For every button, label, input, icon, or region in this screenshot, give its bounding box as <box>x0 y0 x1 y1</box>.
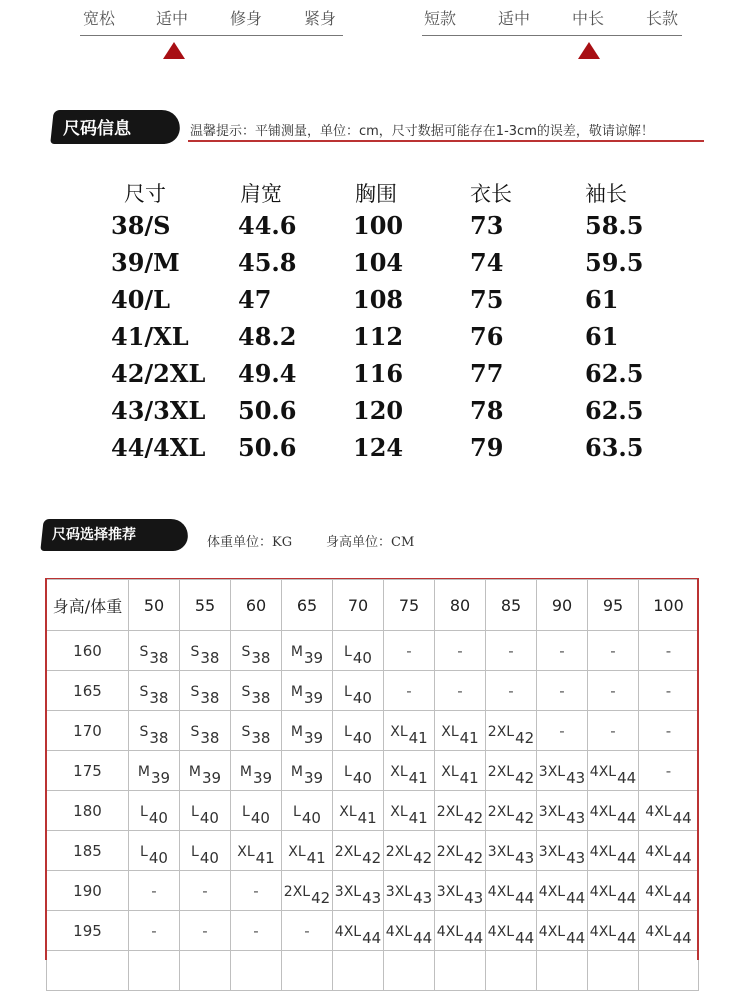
size-recommendation-cell <box>537 911 588 951</box>
fit-option-loose: 宽松 <box>83 9 116 28</box>
size-label: M39 <box>137 763 171 787</box>
height-label <box>47 951 129 991</box>
size-recommendation-cell <box>180 751 231 791</box>
size-recommendation-cell <box>129 631 180 671</box>
no-size-dash: - <box>151 881 157 900</box>
size-recommendation-cell <box>486 871 537 911</box>
size-recommendation-cell <box>537 951 588 991</box>
size-cell-shoulder: 45.8 <box>238 248 297 277</box>
size-label: XL41 <box>390 723 428 747</box>
no-size-dash: - <box>508 681 514 700</box>
size-label: 3XL43 <box>538 843 586 867</box>
table-row <box>47 951 699 991</box>
size-recommendation-cell <box>639 711 699 751</box>
size-label: 4XL44 <box>645 923 692 947</box>
col-header-shoulder: 肩宽 <box>240 182 282 206</box>
col-header-size: 尺寸 <box>124 182 166 206</box>
no-size-dash: - <box>253 881 259 900</box>
size-label: 4XL44 <box>589 883 637 907</box>
size-recommendation-cell <box>180 671 231 711</box>
size-recommendation-cell <box>384 911 435 951</box>
size-recommendation-cell <box>129 871 180 911</box>
size-recommendation-cell <box>333 791 384 831</box>
size-recommendation-cell <box>231 631 282 671</box>
weight-header: 55 <box>180 580 231 631</box>
size-recommendation-cell <box>588 671 639 711</box>
size-cell-size: 44/4XL <box>111 433 206 462</box>
size-recommendation-cell <box>282 671 333 711</box>
fit-option-tight: 紧身 <box>304 9 337 28</box>
size-label: 3XL43 <box>385 883 433 907</box>
height-label: 185 <box>47 831 129 871</box>
size-recommendation-cell <box>537 831 588 871</box>
size-cell-length: 73 <box>470 211 504 240</box>
size-cell-length: 79 <box>470 433 504 462</box>
size-recommendation-cell <box>231 871 282 911</box>
size-recommendation-cell <box>333 671 384 711</box>
weight-header: 80 <box>435 580 486 631</box>
size-recommendation-cell <box>333 711 384 751</box>
size-cell-length: 76 <box>470 322 504 351</box>
size-recommendation-cell <box>486 951 537 991</box>
size-cell-sleeve: 61 <box>585 322 619 351</box>
size-label: S38 <box>190 643 220 667</box>
size-cell-size: 41/XL <box>111 322 189 351</box>
size-cell-chest: 104 <box>353 248 404 277</box>
no-size-dash: - <box>508 641 514 660</box>
size-label: S38 <box>139 723 169 747</box>
table-row <box>47 631 699 671</box>
size-recommendation-cell <box>435 631 486 671</box>
size-cell-size: 40/L <box>111 285 171 314</box>
length-option-mid: 中长 <box>572 9 605 28</box>
size-recommendation-cell <box>639 911 699 951</box>
size-cell-length: 77 <box>470 359 504 388</box>
size-label: S38 <box>190 683 220 707</box>
size-label: 4XL44 <box>487 923 535 947</box>
size-label: 3XL43 <box>538 763 586 787</box>
size-label: 4XL44 <box>385 923 433 947</box>
fit-option-regular: 适中 <box>156 9 189 28</box>
size-recommendation-cell <box>435 911 486 951</box>
size-recommendation-cell <box>231 831 282 871</box>
corner-label: 身高/体重 <box>47 580 129 631</box>
size-recommendation-cell <box>435 791 486 831</box>
height-label: 195 <box>47 911 129 951</box>
size-recommendation-cell <box>537 791 588 831</box>
no-size-dash: - <box>610 681 616 700</box>
no-size-dash: - <box>406 681 412 700</box>
size-recommendation-cell <box>231 791 282 831</box>
size-recommendation-cell <box>486 751 537 791</box>
size-recommendation-cell <box>537 671 588 711</box>
size-recommendation-cell <box>639 831 699 871</box>
size-recommendation-cell <box>588 951 639 991</box>
no-size-dash: - <box>559 641 565 660</box>
height-label: 170 <box>47 711 129 751</box>
size-recommendation-cell <box>384 791 435 831</box>
size-recommendation-cell <box>588 751 639 791</box>
size-label: 4XL44 <box>589 803 637 827</box>
size-recommendation-cell <box>639 751 699 791</box>
size-recommendation-cell <box>129 711 180 751</box>
size-cell-size: 39/M <box>111 248 180 277</box>
size-recommendation-cell <box>333 911 384 951</box>
weight-header: 70 <box>333 580 384 631</box>
size-label: S38 <box>190 723 220 747</box>
table-row <box>47 911 699 951</box>
size-label: S38 <box>139 683 169 707</box>
size-recommendation-cell <box>282 951 333 991</box>
size-recommendation-cell <box>282 831 333 871</box>
size-recommendation-cell <box>180 831 231 871</box>
size-recommendation-cell <box>129 831 180 871</box>
size-recommendation-cell <box>537 751 588 791</box>
recommend-heading: 尺码选择推荐 <box>52 527 136 543</box>
size-recommendation-cell <box>180 631 231 671</box>
size-recommendation-cell <box>333 631 384 671</box>
weight-header: 65 <box>282 580 333 631</box>
size-recommendation-cell <box>384 831 435 871</box>
size-label: 4XL44 <box>589 843 637 867</box>
size-label: 4XL44 <box>645 803 692 827</box>
size-label: S38 <box>241 723 271 747</box>
size-label: M39 <box>188 763 222 787</box>
size-notice: 温馨提示：平铺测量，单位：cm，尺寸数据可能存在1-3cm的误差，敬请谅解！ <box>190 124 654 139</box>
size-cell-shoulder: 47 <box>238 285 272 314</box>
col-header-length: 衣长 <box>470 182 512 206</box>
weight-header: 60 <box>231 580 282 631</box>
table-row <box>47 871 699 911</box>
size-recommendation-cell <box>282 631 333 671</box>
size-recommendation-cell <box>588 791 639 831</box>
col-header-chest: 胸围 <box>355 182 397 206</box>
size-label: M39 <box>290 643 324 667</box>
size-recommendation-cell <box>231 711 282 751</box>
size-recommendation-cell <box>486 791 537 831</box>
size-label: S38 <box>139 643 169 667</box>
size-cell-sleeve: 58.5 <box>585 211 644 240</box>
table-row <box>47 711 699 751</box>
size-label: S38 <box>241 643 271 667</box>
size-cell-sleeve: 62.5 <box>585 359 644 388</box>
no-size-dash: - <box>406 641 412 660</box>
size-cell-chest: 108 <box>353 285 404 314</box>
size-cell-size: 43/3XL <box>111 396 206 425</box>
size-label: S38 <box>241 683 271 707</box>
no-size-dash: - <box>202 881 208 900</box>
size-cell-size: 38/S <box>111 211 171 240</box>
size-recommendation-cell <box>588 911 639 951</box>
size-label: L40 <box>344 643 372 667</box>
size-label: L40 <box>191 843 219 867</box>
size-recommendation-table <box>46 579 699 991</box>
size-label: XL41 <box>390 763 428 787</box>
height-label: 190 <box>47 871 129 911</box>
no-size-dash: - <box>665 641 672 660</box>
size-recommendation-cell <box>588 711 639 751</box>
size-recommendation-cell <box>129 791 180 831</box>
table-row <box>47 791 699 831</box>
size-label: XL41 <box>237 843 275 867</box>
size-recommendation-cell <box>435 711 486 751</box>
size-recommendation-cell <box>231 751 282 791</box>
size-recommendation-cell <box>129 671 180 711</box>
size-cell-size: 42/2XL <box>111 359 206 388</box>
height-unit-label: 身高单位：CM <box>326 535 415 550</box>
size-recommendation-cell <box>180 711 231 751</box>
size-cell-chest: 124 <box>353 433 404 462</box>
size-recommendation-cell <box>486 711 537 751</box>
size-cell-length: 75 <box>470 285 504 314</box>
size-recommendation-cell <box>537 871 588 911</box>
size-recommendation-cell <box>639 671 699 711</box>
size-recommendation-cell <box>639 631 699 671</box>
length-scale-line <box>422 35 682 36</box>
weight-header-row <box>47 580 699 631</box>
size-recommendation-cell <box>180 871 231 911</box>
size-recommendation-cell <box>486 631 537 671</box>
no-size-dash: - <box>559 681 565 700</box>
size-label: 3XL43 <box>538 803 586 827</box>
size-recommendation-cell <box>486 831 537 871</box>
size-label: M39 <box>290 683 324 707</box>
size-recommendation-cell <box>333 831 384 871</box>
no-size-dash: - <box>665 721 672 740</box>
size-recommendation-cell <box>333 751 384 791</box>
size-label: L40 <box>140 843 168 867</box>
size-recommendation-cell <box>435 951 486 991</box>
col-header-sleeve: 袖长 <box>585 182 627 206</box>
length-selected-marker-icon <box>578 42 600 59</box>
size-label: 2XL42 <box>436 803 484 827</box>
size-cell-chest: 116 <box>353 359 404 388</box>
table-row <box>47 671 699 711</box>
fit-option-slim: 修身 <box>230 9 263 28</box>
weight-header: 95 <box>588 580 639 631</box>
size-label: 2XL42 <box>487 723 535 747</box>
size-recommendation-cell <box>384 751 435 791</box>
no-size-dash: - <box>304 921 310 940</box>
weight-header: 90 <box>537 580 588 631</box>
fit-selector <box>80 0 345 40</box>
size-info-heading: 尺码信息 <box>63 119 131 139</box>
weight-header: 85 <box>486 580 537 631</box>
size-label: L40 <box>293 803 321 827</box>
height-label: 160 <box>47 631 129 671</box>
height-label: 180 <box>47 791 129 831</box>
size-label: 2XL42 <box>385 843 433 867</box>
size-recommendation-cell <box>435 751 486 791</box>
size-label: XL41 <box>339 803 377 827</box>
size-recommendation-cell <box>588 871 639 911</box>
size-recommendation-cell <box>384 671 435 711</box>
size-recommendation-cell <box>435 831 486 871</box>
size-cell-shoulder: 50.6 <box>238 433 297 462</box>
size-cell-length: 78 <box>470 396 504 425</box>
size-recommendation-cell <box>486 671 537 711</box>
no-size-dash: - <box>457 681 463 700</box>
size-recommendation-cell <box>231 671 282 711</box>
no-size-dash: - <box>610 641 616 660</box>
size-recommendation-cell <box>588 631 639 671</box>
size-recommendation-cell <box>282 791 333 831</box>
size-label: 4XL44 <box>487 883 535 907</box>
size-recommendation-cell <box>231 951 282 991</box>
size-label: 3XL43 <box>334 883 382 907</box>
size-recommendation-cell <box>537 711 588 751</box>
size-label: 2XL42 <box>334 843 382 867</box>
size-recommendation-cell <box>282 871 333 911</box>
size-label: 3XL43 <box>487 843 535 867</box>
size-recommendation-cell <box>129 751 180 791</box>
no-size-dash: - <box>253 921 259 940</box>
size-recommendation-cell <box>231 911 282 951</box>
size-cell-chest: 100 <box>353 211 404 240</box>
size-label: 4XL44 <box>436 923 484 947</box>
size-label: L40 <box>344 723 372 747</box>
size-recommendation-cell <box>384 871 435 911</box>
size-label: 4XL44 <box>645 843 692 867</box>
size-label: 4XL44 <box>334 923 382 947</box>
no-size-dash: - <box>665 761 672 780</box>
size-label: XL41 <box>288 843 326 867</box>
size-label: 4XL44 <box>645 883 692 907</box>
size-label: 4XL44 <box>538 883 586 907</box>
size-recommendation-cell <box>282 711 333 751</box>
size-cell-sleeve: 59.5 <box>585 248 644 277</box>
fit-selected-marker-icon <box>163 42 185 59</box>
size-cell-shoulder: 50.6 <box>238 396 297 425</box>
size-label: XL41 <box>441 723 479 747</box>
length-option-regular: 适中 <box>498 9 531 28</box>
table-row <box>47 751 699 791</box>
size-label: M39 <box>290 763 324 787</box>
no-size-dash: - <box>202 921 208 940</box>
size-cell-shoulder: 48.2 <box>238 322 297 351</box>
size-recommendation-cell <box>384 951 435 991</box>
size-label: 4XL44 <box>589 923 637 947</box>
size-recommendation-cell <box>180 911 231 951</box>
size-recommendation-cell <box>333 951 384 991</box>
no-size-dash: - <box>457 641 463 660</box>
size-cell-shoulder: 49.4 <box>238 359 297 388</box>
size-cell-chest: 120 <box>353 396 404 425</box>
size-cell-sleeve: 61 <box>585 285 619 314</box>
size-label: L40 <box>242 803 270 827</box>
no-size-dash: - <box>559 721 565 740</box>
no-size-dash: - <box>151 921 157 940</box>
size-cell-length: 74 <box>470 248 504 277</box>
no-size-dash: - <box>665 681 672 700</box>
fit-scale-line <box>80 35 343 36</box>
size-label: L40 <box>344 683 372 707</box>
length-option-short: 短款 <box>424 9 457 28</box>
size-recommendation-cell <box>588 831 639 871</box>
notice-underline <box>188 140 704 142</box>
size-recommendation-cell <box>384 711 435 751</box>
size-label: M39 <box>290 723 324 747</box>
size-recommendation-cell <box>639 951 699 991</box>
size-label: 4XL44 <box>538 923 586 947</box>
size-label: XL41 <box>441 763 479 787</box>
length-option-long: 长款 <box>646 9 679 28</box>
size-recommendation-cell <box>486 911 537 951</box>
size-recommendation-cell <box>639 791 699 831</box>
size-label: L40 <box>140 803 168 827</box>
weight-header: 50 <box>129 580 180 631</box>
size-label: 2XL42 <box>487 763 535 787</box>
length-selector <box>422 0 684 40</box>
size-cell-chest: 112 <box>353 322 404 351</box>
table-row <box>47 831 699 871</box>
size-cell-sleeve: 62.5 <box>585 396 644 425</box>
weight-unit-label: 体重单位：KG <box>207 535 293 550</box>
size-label: 4XL44 <box>589 763 637 787</box>
no-size-dash: - <box>610 721 616 740</box>
size-recommendation-cell <box>180 791 231 831</box>
weight-header: 75 <box>384 580 435 631</box>
size-recommendation-cell <box>129 951 180 991</box>
size-recommendation-cell <box>435 671 486 711</box>
size-label: 2XL42 <box>283 883 331 907</box>
size-recommendation-cell <box>384 631 435 671</box>
size-cell-shoulder: 44.6 <box>238 211 297 240</box>
size-cell-sleeve: 63.5 <box>585 433 644 462</box>
size-label: XL41 <box>390 803 428 827</box>
size-recommendation-cell <box>180 951 231 991</box>
size-label: L40 <box>191 803 219 827</box>
size-recommendation-cell <box>435 871 486 911</box>
height-label: 165 <box>47 671 129 711</box>
size-label: 2XL42 <box>487 803 535 827</box>
weight-header: 100 <box>639 580 699 631</box>
size-label: 3XL43 <box>436 883 484 907</box>
height-label: 175 <box>47 751 129 791</box>
size-recommendation-cell <box>129 911 180 951</box>
size-recommendation-cell <box>537 631 588 671</box>
size-label: M39 <box>239 763 273 787</box>
size-recommendation-cell <box>282 911 333 951</box>
size-label: 2XL42 <box>436 843 484 867</box>
size-recommendation-cell <box>333 871 384 911</box>
size-recommendation-cell <box>639 871 699 911</box>
size-label: L40 <box>344 763 372 787</box>
size-recommendation-cell <box>282 751 333 791</box>
